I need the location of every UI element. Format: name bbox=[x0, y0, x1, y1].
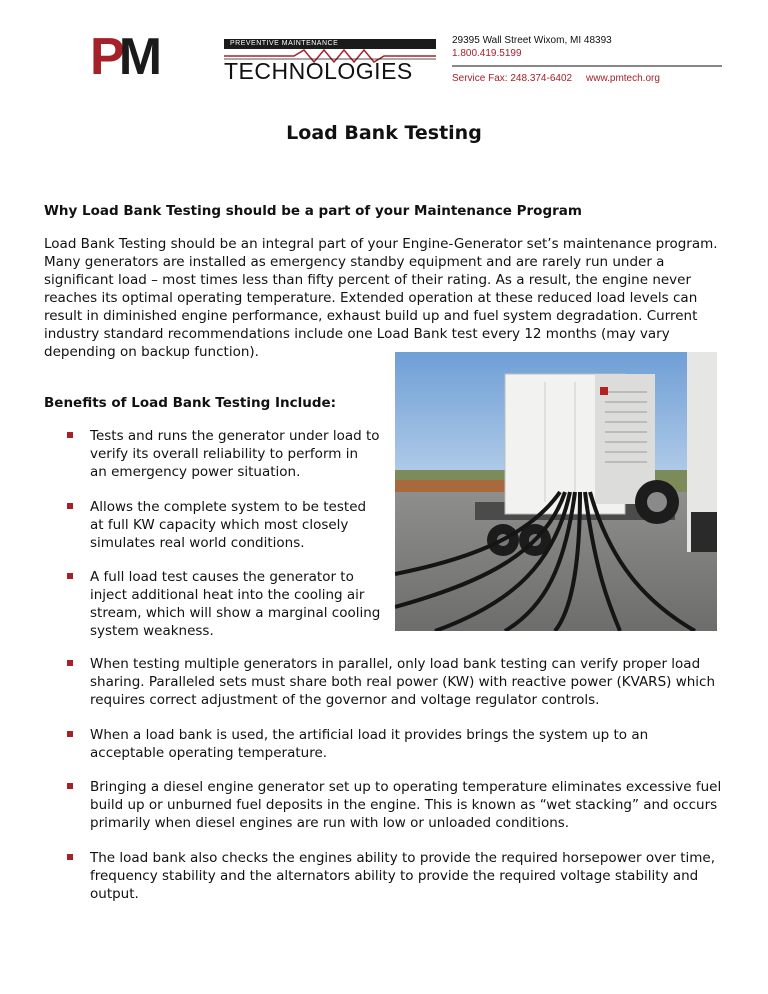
benefit-line: system weakness. bbox=[90, 623, 214, 639]
intro-paragraph bbox=[44, 235, 734, 361]
load-bank-trailer-photo bbox=[395, 352, 717, 631]
address: 29395 Wall Street Wixom, MI 48393 bbox=[452, 35, 612, 46]
benefit-item bbox=[90, 849, 740, 903]
benefit-line: frequency stability and the alternators ability to provide the required voltage stability and bbox=[90, 868, 699, 884]
benefit-item bbox=[90, 568, 390, 640]
benefit-line: sharing. Paralleled sets must share both real power (KW) with reactive power (KVARS) which bbox=[90, 674, 716, 690]
benefit-line: Tests and runs the generator under load to bbox=[90, 428, 380, 444]
contact-row bbox=[452, 73, 732, 84]
intro-line: Many generators are installed as emergency standby equipment and are rarely run under a bbox=[44, 254, 665, 270]
intro-line: industry standard recommendations include one Load Bank test every 12 months (may vary bbox=[44, 326, 670, 342]
bullet-marker bbox=[67, 660, 73, 666]
benefit-line: When a load bank is used, the artificial load it provides brings the system up to an bbox=[90, 727, 649, 743]
logo-letters: PM bbox=[90, 28, 157, 86]
benefit-line: Allows the complete system to be tested bbox=[90, 499, 367, 515]
section-heading-why: Why Load Bank Testing should be a part of your Maintenance Program bbox=[44, 203, 582, 219]
benefit-line: inject additional heat into the cooling air bbox=[90, 587, 365, 603]
benefit-line: output. bbox=[90, 886, 139, 902]
benefit-line: acceptable operating temperature. bbox=[90, 745, 328, 761]
bullet-marker bbox=[67, 573, 73, 579]
benefit-line: A full load test causes the generator to bbox=[90, 569, 354, 585]
benefit-line: primarily when diesel engines are run with low or unloaded conditions. bbox=[90, 815, 570, 831]
benefit-item bbox=[90, 427, 390, 481]
benefit-line: The load bank also checks the engines ability to provide the required horsepower over time, bbox=[90, 850, 716, 866]
benefit-item bbox=[90, 726, 740, 762]
benefit-item bbox=[90, 655, 740, 709]
benefit-line: stream, which will show a marginal cooling bbox=[90, 605, 381, 621]
website-link[interactable]: www.pmtech.org bbox=[586, 73, 660, 84]
bullet-marker bbox=[67, 503, 73, 509]
benefit-line: simulates real world conditions. bbox=[90, 535, 305, 551]
benefit-line: build up or unburned fuel deposits in the engine. This is known as “wet stacking” and occurs bbox=[90, 797, 718, 813]
benefit-line: Bringing a diesel engine generator set up to operating temperature eliminates excessive fuel bbox=[90, 779, 722, 795]
benefit-item bbox=[90, 778, 740, 832]
intro-line: Load Bank Testing should be an integral part of your Engine-Generator set’s maintenance program. bbox=[44, 236, 718, 252]
bullet-marker bbox=[67, 854, 73, 860]
header-divider bbox=[452, 65, 722, 67]
benefit-line: When testing multiple generators in parallel, only load bank testing can verify proper load bbox=[90, 656, 701, 672]
contact-block bbox=[452, 34, 732, 84]
intro-line: result in diminished engine performance, exhaust build up and fuel system degradation. Current bbox=[44, 308, 698, 324]
intro-line: significant load – most times less than fifty percent of their rating. As a result, the engine never bbox=[44, 272, 692, 288]
benefit-line: verify its overall reliability to perform in bbox=[90, 446, 359, 462]
phone-number: 1.800.419.5199 bbox=[452, 48, 522, 59]
benefit-item bbox=[90, 498, 390, 552]
benefit-line: at full KW capacity which most closely bbox=[90, 517, 349, 533]
company-logo bbox=[90, 28, 442, 86]
benefit-line: requires correct adjustment of the governor and voltage regulator controls. bbox=[90, 692, 600, 708]
intro-line: reaches its optimal operating temperature. Extended operation at these reduced load levels can bbox=[44, 290, 698, 306]
benefit-line: an emergency power situation. bbox=[90, 464, 301, 480]
bullet-marker bbox=[67, 731, 73, 737]
bullet-marker bbox=[67, 432, 73, 438]
bullet-marker bbox=[67, 783, 73, 789]
section-heading-benefits: Benefits of Load Bank Testing Include: bbox=[44, 395, 337, 411]
intro-line: depending on backup function). bbox=[44, 344, 259, 360]
page-title: Load Bank Testing bbox=[286, 122, 482, 144]
logo-wordmark: TECHNOLOGIES bbox=[224, 58, 413, 84]
service-fax: Service Fax: 248.374-6402 bbox=[452, 73, 573, 84]
logo-tagline: PREVENTIVE MAINTENANCE bbox=[224, 39, 436, 49]
